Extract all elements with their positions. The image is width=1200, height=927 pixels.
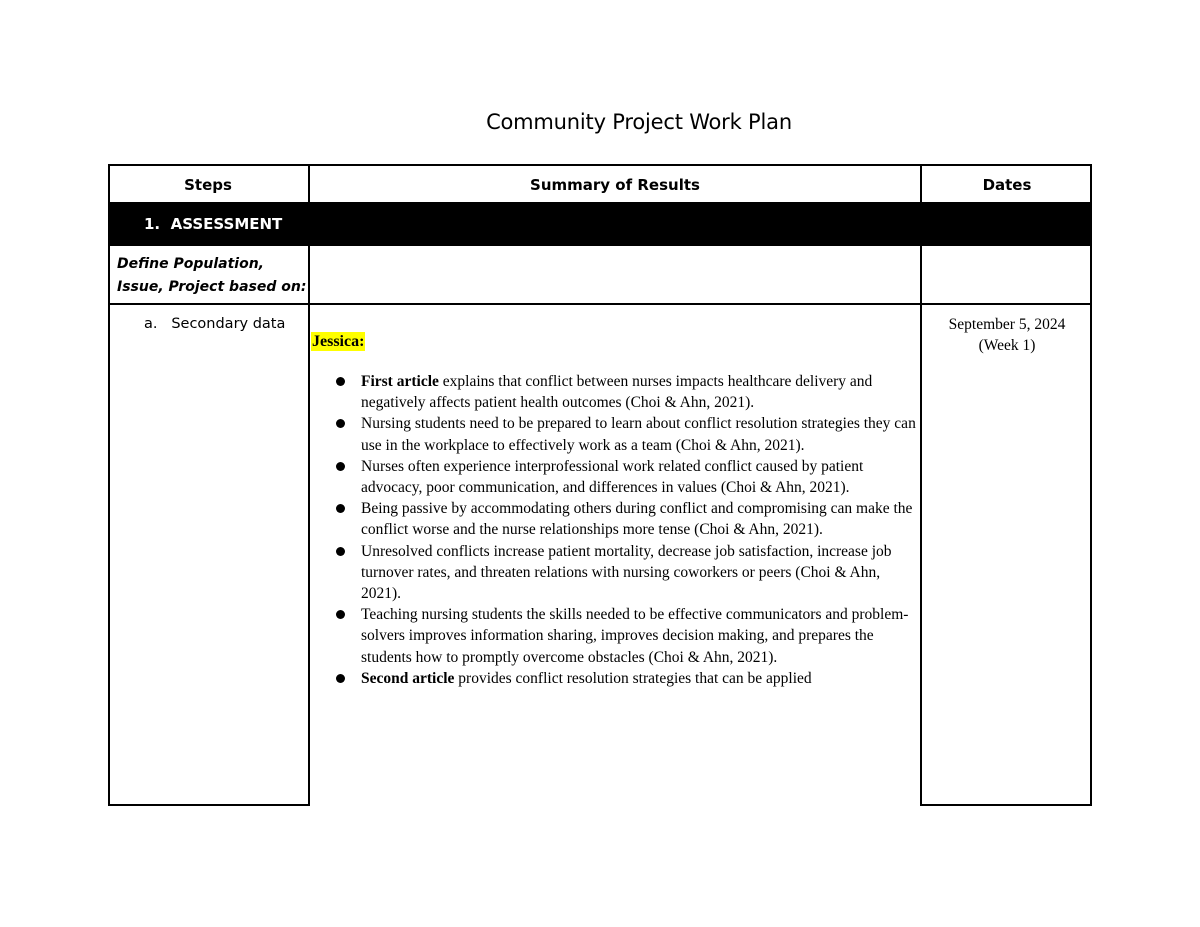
author-highlight: Jessica: bbox=[312, 333, 365, 350]
define-row-bottom-border bbox=[108, 303, 1092, 305]
bullet-lead: First article bbox=[361, 373, 439, 390]
page-title: Community Project Work Plan bbox=[486, 110, 792, 134]
table-border-bottom-right bbox=[920, 804, 1092, 806]
column-divider-2 bbox=[920, 164, 922, 806]
bullet-text: Teaching nursing students the skills needed to be effective communicators and problem-solvers improves information sharing, improves decision making, and prepares the students how to promptly overcome obstacles (Choi & Ahn, 2021). bbox=[361, 606, 909, 666]
table-border-left bbox=[108, 164, 110, 806]
section-heading bbox=[144, 215, 282, 233]
work-plan-table bbox=[108, 164, 1092, 806]
summary-bullet-list bbox=[330, 371, 920, 689]
define-row-top-border bbox=[108, 244, 1092, 246]
list-item bbox=[330, 604, 920, 668]
header-summary: Summary of Results bbox=[530, 176, 700, 194]
bullet-icon bbox=[336, 674, 345, 683]
section-label: ASSESSMENT bbox=[170, 215, 283, 233]
bullet-icon bbox=[336, 462, 345, 471]
bullet-text: provides conflict resolution strategies that can be applied bbox=[454, 669, 812, 687]
bullet-text: explains that conflict between nurses impacts healthcare delivery and negatively affects patient health outcomes (Choi & Ahn, 2021). bbox=[361, 373, 873, 412]
list-item bbox=[330, 668, 920, 689]
list-item bbox=[330, 498, 920, 540]
bullet-text: Being passive by accommodating others during conflict and compromising can make the conflict worse and the nurse relationships more tense (Choi & Ahn, 2021). bbox=[361, 500, 913, 539]
bullet-text: Nursing students need to be prepared to learn about conflict resolution strategies they can use in the workplace to effectively work as a team (Choi & Ahn, 2021). bbox=[361, 415, 916, 454]
column-divider-1 bbox=[308, 164, 310, 806]
date-cell bbox=[922, 314, 1092, 356]
list-item bbox=[330, 456, 920, 498]
bullet-text: Nurses often experience interprofessional work related conflict caused by patient advocacy, poor communication, and differences in values (Choi & Ahn, 2021). bbox=[361, 457, 864, 497]
table-border-right bbox=[1090, 164, 1092, 806]
section-number: 1. bbox=[144, 215, 161, 233]
list-item bbox=[330, 413, 920, 455]
table-border-bottom-left bbox=[108, 804, 310, 806]
header-steps: Steps bbox=[184, 176, 232, 194]
date-line: September 5, 2024 bbox=[948, 316, 1066, 333]
header-dates: Dates bbox=[982, 176, 1032, 194]
table-border-top bbox=[108, 164, 1092, 166]
bullet-icon bbox=[336, 419, 345, 428]
bullet-text: Unresolved conflicts increase patient mortality, decrease job satisfaction, increase job turnover rates, and threaten relations with nursing coworkers or peers (Choi & Ahn, 2021). bbox=[361, 542, 892, 603]
define-population-label: Define Population, Issue, Project based on: bbox=[117, 256, 307, 295]
bullet-icon bbox=[336, 610, 345, 619]
bullet-icon bbox=[336, 504, 345, 513]
secondary-data-label: a. Secondary data bbox=[144, 316, 286, 332]
bullet-lead: Second article bbox=[361, 669, 455, 687]
bullet-icon bbox=[336, 377, 345, 386]
bullet-icon bbox=[336, 547, 345, 556]
week-line: (Week 1) bbox=[978, 337, 1036, 354]
list-item bbox=[330, 541, 920, 605]
list-item bbox=[330, 371, 920, 413]
